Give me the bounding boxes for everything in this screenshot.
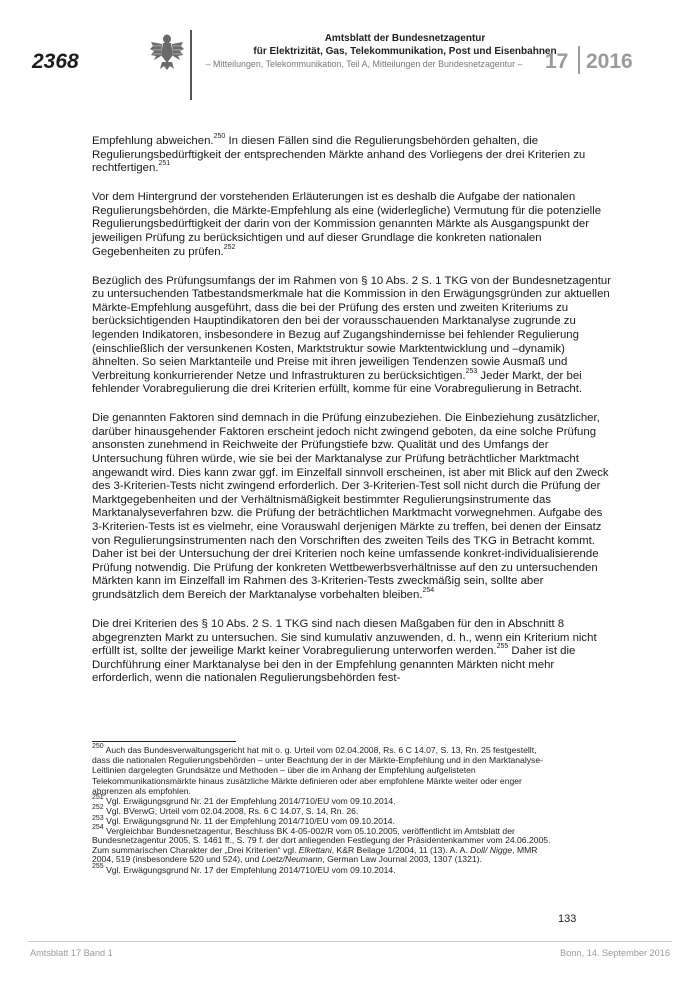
- body-paragraph: [92, 135, 612, 176]
- text-run: Bezüglich des Prüfungsumfangs der im Rahmen von § 10 Abs. 2 S. 1 TKG von der Bundesnetzagentur zu untersuchenden Tatbestandsmerkmale hat die Kommission in den Erwägungsgründen zur aktuellen Märkte-Empfehlung ausgeführt, dass die bei der Prüfung des ersten und zweiten Kriteriums zu berücksichtigenden Hauptindikatoren den bei der vorausschauenden Marktanalyse zugrunde zu legenden Indikatoren, insbesondere in Bezug auf Zugangshindernisse bei fehlender Regulierung (einschließlich der versunkenen Kosten, Marktstruktur sowie Marktentwicklung und –dynamik) ähnelten. So seien Marktanteile und Preise mit ihren jeweiligen Tendenzen sowie Ausmaß und Verbreitung konkurrierender Netze und Infrastrukturen zu berücksichtigen.: [92, 274, 612, 382]
- text-run: Daher ist die Durchführung einer Marktanalyse bei den in der Empfehlung genannten Märkten nicht mehr erforderlich, wenn die nationalen Regulierungsbehörden fest-: [92, 645, 576, 685]
- footer-rule: [28, 941, 672, 942]
- text-run: Vgl. BVerwG, Urteil vom 02.04.2008, Rs. 6 C 14.07, S. 14, Rn. 26.: [103, 806, 359, 817]
- text-run: In diesen Fällen sind die Regulierungsbehörden gehalten, die Regulierungsbedürftigkeit der entsprechenden Märkte anhand des Vorliegens der drei Kriterien zu rechtfertigen.: [92, 135, 586, 175]
- text-run: Jeder Markt, der bei fehlender Vorabregulierung die drei Kriterien erfüllt, komme für eine Vorabregulierung in Betracht.: [92, 369, 583, 396]
- publisher-line-2: für Elektrizität, Gas, Telekommunikation, Post und Eisenbahnen: [253, 45, 557, 57]
- text-run: Vgl. Erwägungsgrund Nr. 11 der Empfehlung 2014/710/EU vom 09.10.2014.: [103, 816, 395, 827]
- footer-date: Bonn, 14. September 2016: [560, 948, 670, 958]
- text-run: Die genannten Faktoren sind demnach in die Prüfung einzubeziehen. Die Einbeziehung zusätzlicher, darüber hinausgehender Faktoren erscheint jedoch nicht zwingend geboten, da eine solche Prüfung ansonsten zunehmend in Reichweite der Prüfungstiefe bzw. Qualität und des Umfangs der Untersuchung führen würde, wie sie bei der Marktanalyse zur Prüfung beträchtlicher Marktmacht angewandt wird. Dies kann zwar ggf. im Einzelfall sinnvoll erscheinen, ist aber mit Blick auf den Zweck des 3-Kriterien-Tests nicht zwingend erforderlich. Der 3-Kriterien-Test soll nicht durch die Prüfung der Marktgegebenheiten und der Verhältnismäßigkeit bestimmter Regulierungsinstrumente das Marktanalyseverfahren bzw. die Prüfung der beträchtlichen Marktmacht vorwegnehmen. Aufgabe des 3-Kriterien-Tests ist es vielmehr, eine Vorauswahl derjenigen Märkte zu treffen, bei denen der Einsatz von Regulierungsinstrumenten nach den Vorschriften des zweiten Teils des TKG in Betracht kommt. Daher ist bei der Untersuchung der drei Kriterien noch keine umfassende konkret-individualisierende Prüfung notwendig. Die Prüfung der konkreten Wettbewerbsverhältnisse auf den zu untersuchenden Märkten kann im Einzelfall im Rahmen des 3-Kriterien-Tests zweckmäßig sein, sollte aber grundsätzlich dem Bereich der Marktanalyse vorbehalten bleiben.: [92, 412, 609, 601]
- footnote: [92, 796, 554, 806]
- footnote-ref: 250: [213, 133, 226, 141]
- page-number: 2368: [32, 50, 79, 73]
- footnote-ref: 253: [465, 367, 478, 375]
- footnote-ref: 252: [223, 243, 236, 251]
- author-name: Loetz/Neumann: [261, 854, 323, 865]
- text-run: Auch das Bundesverwaltungsgericht hat mit o. g. Urteil vom 02.04.2008, Rs. 6 C 14.07, S. 13, Rn. 25 festgestellt, dass die nationalen Regulierungsbehörden – unter Beachtung der in der Märkte-Empfehlung und in den Marktanalyse-Leitlinien dargelegten Grundsätze und Methoden – über die im Anhang der Empfehlung aufgelisteten Telekommunikationsmärkte hinaus zusätzliche Märkte definieren oder aber empfohlene Märkte weiter oder enger abgrenzen als empfohlen.: [92, 745, 543, 796]
- text-run: Vergleichbar Bundesnetzagentur, Beschluss BK 4-05-002/R vom 05.10.2005, veröffentlicht im Amtsblatt der Bundesnetzagentur 2005, S. 1461 ff., S. 79 f. der dort anliegenden Festlegung der Präsidentenkammer vom 24.06.2005. Zum summarischen Charakter der „Drei Kriterien“ vgl.: [92, 825, 551, 855]
- text-run: , MMR 2004, 519 (insbesondere 520 und 524), und: [92, 844, 538, 865]
- issue-number: 17: [545, 50, 569, 73]
- body-paragraph: [92, 275, 612, 397]
- footnote-rule: [92, 741, 236, 742]
- footnote-ref: 255: [496, 643, 509, 651]
- text-run: , K&R Beilage 1/2004, 11 (13). A. A.: [331, 844, 471, 855]
- footnote-ref: 254: [92, 823, 104, 831]
- footnote-ref: 251: [92, 794, 104, 802]
- footnote-ref: 250: [92, 743, 104, 751]
- author-name: Elkettani: [298, 844, 332, 855]
- footnote-ref: 255: [92, 863, 104, 871]
- text-run: Die drei Kriterien des § 10 Abs. 2 S. 1 TKG sind nach diesen Maßgaben für den in Abschnitt 8 abgegrenzten Markt zu untersuchen. Sie sind kumulativ anzuwenden, d. h., wenn ein Kriterium nicht erfüllt ist, sollte der jeweilige Markt keiner Vorabregulierung unterworfen werden.: [92, 617, 597, 658]
- publisher-line-1: Amtsblatt der Bundesnetzagentur: [324, 33, 486, 44]
- footnote-ref: 251: [158, 160, 171, 168]
- issue-year: 2016: [586, 50, 633, 73]
- body-text: [92, 135, 612, 686]
- text-run: Vgl. Erwägungsgrund Nr. 17 der Empfehlung 2014/710/EU vom 09.10.2014.: [103, 865, 396, 875]
- header-divider: [190, 30, 192, 100]
- body-paragraph: [92, 412, 612, 602]
- text-run: Empfehlung abweichen.: [92, 135, 214, 147]
- issue-divider: [578, 46, 580, 74]
- text-run: Vor dem Hintergrund der vorstehenden Erläuterungen ist es deshalb die Aufgabe der nationalen Regulierungsbehörden, die Märkte-Empfehlung als eine (widerlegliche) Vermutung für die potenzielle Regulierungsbedürftigkeit der darin von der Kommission genannten Märkte als Ausgangspunkt der jeweiligen Prüfung zu berücksichtigen und auf dieser Grundlage die konkreten nationalen Gegebenheiten zu prüfen.: [92, 191, 602, 258]
- footnote: [92, 806, 554, 816]
- footer-publication: Amtsblatt 17 Band 1: [30, 948, 113, 958]
- footnote: [92, 865, 554, 875]
- footnote-ref: 252: [92, 804, 104, 812]
- federal-eagle-icon: [150, 33, 184, 71]
- footnotes: [92, 745, 554, 875]
- body-paragraph: [92, 618, 612, 686]
- body-paragraph: [92, 191, 612, 259]
- publication-subtitle: – Mitteilungen, Telekommunikation, Teil A, Mitteilungen der Bundesnetzagentur –: [205, 59, 523, 69]
- author-name: Doll/ Nigge: [470, 844, 513, 855]
- footnote-ref: 253: [92, 814, 104, 822]
- text-run: , German Law Journal 2003, 1307 (1321).: [322, 854, 482, 865]
- footnote: [92, 745, 554, 796]
- footnote-ref: 254: [422, 587, 435, 595]
- page-number-bottom: 133: [558, 913, 577, 925]
- text-run: Vgl. Erwägungsgrund Nr. 21 der Empfehlung 2014/710/EU vom 09.10.2014.: [103, 796, 396, 807]
- footnote: [92, 823, 554, 865]
